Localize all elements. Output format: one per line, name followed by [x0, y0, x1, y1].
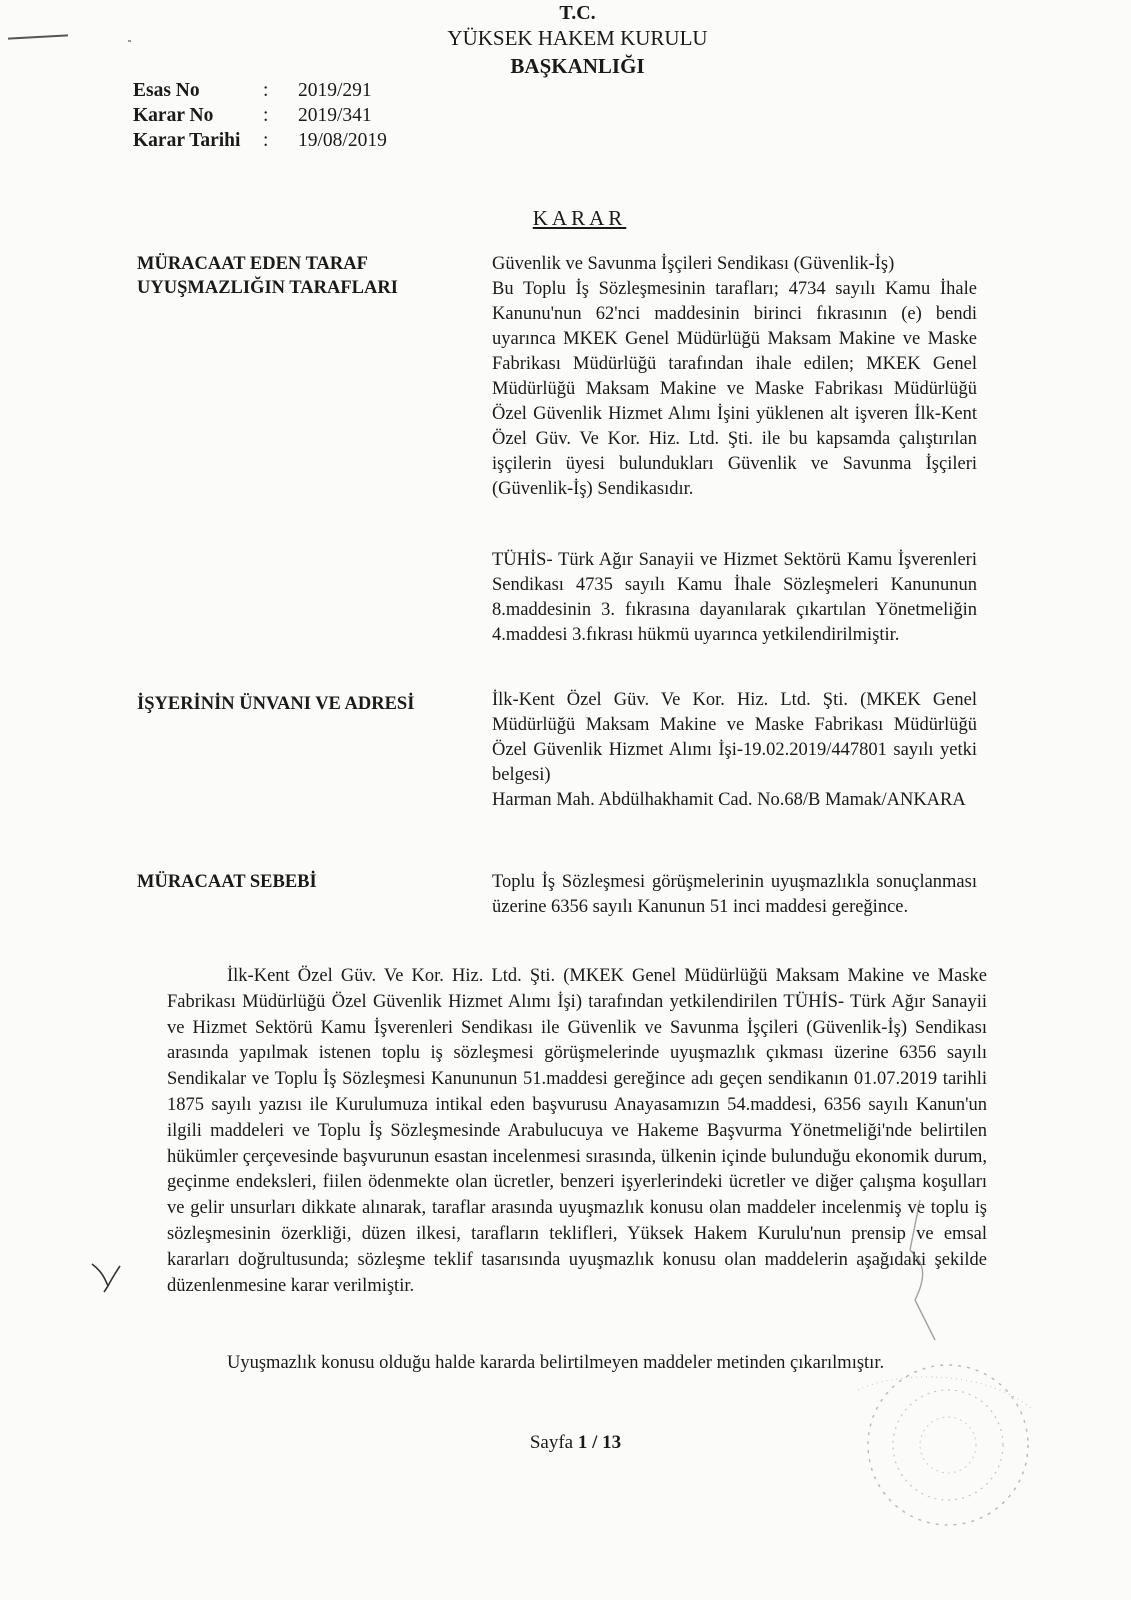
- meta-row-karar-no: [133, 103, 387, 128]
- meta-colon: :: [263, 104, 269, 126]
- parties-text-1: Bu Toplu İş Sözleşmesinin tarafları; 4734 sayılı Kamu İhale Kanunu'nun 62'nci maddesinin birinci fıkrasının (e) bendi uyarınca MKEK Genel Müdürlüğü Maksam Makine ve Maske Fabrikası Müdürlüğü tarafından ihale edilen; MKEK Genel Müdürlüğü Maksam Makine ve Maske Fabrikası Müdürlüğü Özel Güvenlik Hizmet Alımı İşini yüklenen alt işveren İlk-Kent Özel Güv. Ve Kor. Hiz. Ltd. Şti. ile bu kapsamda çalıştırılan işçilerin üyesi bulundukları Güvenlik ve Savunma İşçileri (Güvenlik-İş) Sendikasıdır.: [492, 279, 977, 499]
- header-board: YÜKSEK HAKEM KURULU: [447, 26, 708, 50]
- workplace-label: İŞYERİNİN ÜNVANI VE ADRESİ: [137, 694, 415, 714]
- applicant-text: Güvenlik ve Savunma İşçileri Sendikası (Güvenlik-İş): [492, 254, 895, 274]
- body-paragraph-1: [167, 964, 987, 1299]
- meta-row-esas: [133, 78, 387, 103]
- reason-text: Toplu İş Sözleşmesi görüşmelerinin uyuşmazlıkla sonuçlanması üzerine 6356 sayılı Kanunun 51 inci maddesi gereğince.: [492, 872, 977, 917]
- meta-row-karar-tarihi: [133, 128, 387, 153]
- applicant-label: MÜRACAAT EDEN TARAF: [137, 254, 368, 274]
- meta-colon: :: [263, 79, 269, 101]
- parties-text-2: TÜHİS- Türk Ağır Sanayii ve Hizmet Sektörü Kamu İşverenleri Sendikası 4735 sayılı Kamu İhale Sözleşmeleri Kanununun 8.maddesinin 3. fıkrasına dayanılarak çıkartılan Yönetmeliğin 4.maddesi 3.fıkrası hükmü uyarınca yetkilendirilmiştir.: [492, 550, 977, 645]
- parties-label: UYUŞMAZLIĞIN TARAFLARI: [137, 278, 398, 298]
- page-number: [10, 1432, 1131, 1454]
- meta-colon: :: [263, 129, 269, 151]
- handwritten-mark: [86, 1256, 126, 1296]
- workplace-text-1: İlk-Kent Özel Güv. Ve Kor. Hiz. Ltd. Şti. (MKEK Genel Müdürlüğü Maksam Makine ve Maske Fabrikası Müdürlüğü Özel Güvenlik Hizmet Alımı İşi-19.02.2019/447801 sayılı yetki belgesi): [492, 690, 977, 785]
- case-meta: [133, 78, 387, 153]
- page-prefix: Sayfa: [529, 1432, 578, 1453]
- body-paragraph-2-text: Uyuşmazlık konusu olduğu halde kararda belirtilmeyen maddeler metinden çıkarılmıştır.: [227, 1353, 885, 1373]
- body-paragraph-1-text: İlk-Kent Özel Güv. Ve Kor. Hiz. Ltd. Şti. (MKEK Genel Müdürlüğü Maksam Makine ve Maske Fabrikası Müdürlüğü Özel Güvenlik Hizmet Alımı İşi) tarafından yetkilendirilen TÜHİS- Türk Ağır Sanayii ve Hizmet Sektörü Kamu İşverenleri Sendikası ile Güvenlik ve Savunma İşçileri (Güvenlik-İş) Sendikası arasında yapılmak istenen toplu iş sözleşmesi görüşmelerinde uyuşmazlık çıkması üzerine 6356 sayılı Sendikalar ve Toplu İş Sözleşmesi Kanununun 51.maddesi gereğince adı geçen sendikanın 01.07.2019 tarihli 1875 sayılı yazısı ile Kurulumuza intikal eden başvurusu Anayasamızın 54.maddesi, 6356 sayılı Kanun'un ilgili maddeleri ve Toplu İş Sözleşmesinde Arabulucuya ve Hakeme Başvurma Yönetmeliği'nde belirtilen hükümler çerçevesinde başvurunun esastan incelenmesi sırasında, ülkenin içinde bulunduğu ekonomik durum, geçinme endeksleri, fiilen ödenmekte olan ücretler, benzeri işyerlerindeki ücretler ve diğer çalışma koşulları ve gelir unsurları dikkate alınarak, taraflar arasında uyuşmazlık konusu olan maddeler incelenmiş ve toplu iş sözleşmesinin özerkliği, düzen ilkesi, tarafların teklifleri, Yüksek Hakem Kurulu'nun prensip ve emsal kararları doğrultusunda; sözleşme teklif tasarısında uyuşmazlık konusu olan maddelerin aşağıdaki şekilde düzenlenmesine karar verilmiştir.: [167, 966, 987, 1296]
- workplace-text-2: Harman Mah. Abdülhakhamit Cad. No.68/B Mamak/ANKARA: [492, 790, 966, 810]
- meta-value: 2019/341: [298, 104, 372, 126]
- meta-label: Esas No: [133, 79, 200, 101]
- header-presidency: BAŞKANLIĞI: [510, 54, 645, 78]
- meta-value: 19/08/2019: [298, 129, 387, 151]
- meta-value: 2019/291: [298, 79, 372, 101]
- reason-label: MÜRACAAT SEBEBİ: [137, 872, 317, 892]
- meta-label: Karar No: [133, 104, 214, 126]
- decision-title: KARAR: [532, 206, 627, 230]
- signature-initials: [880, 1190, 960, 1350]
- meta-label: Karar Tarihi: [133, 129, 241, 151]
- page-count: 1 / 13: [577, 1432, 622, 1453]
- header-tc: T.C.: [559, 2, 596, 24]
